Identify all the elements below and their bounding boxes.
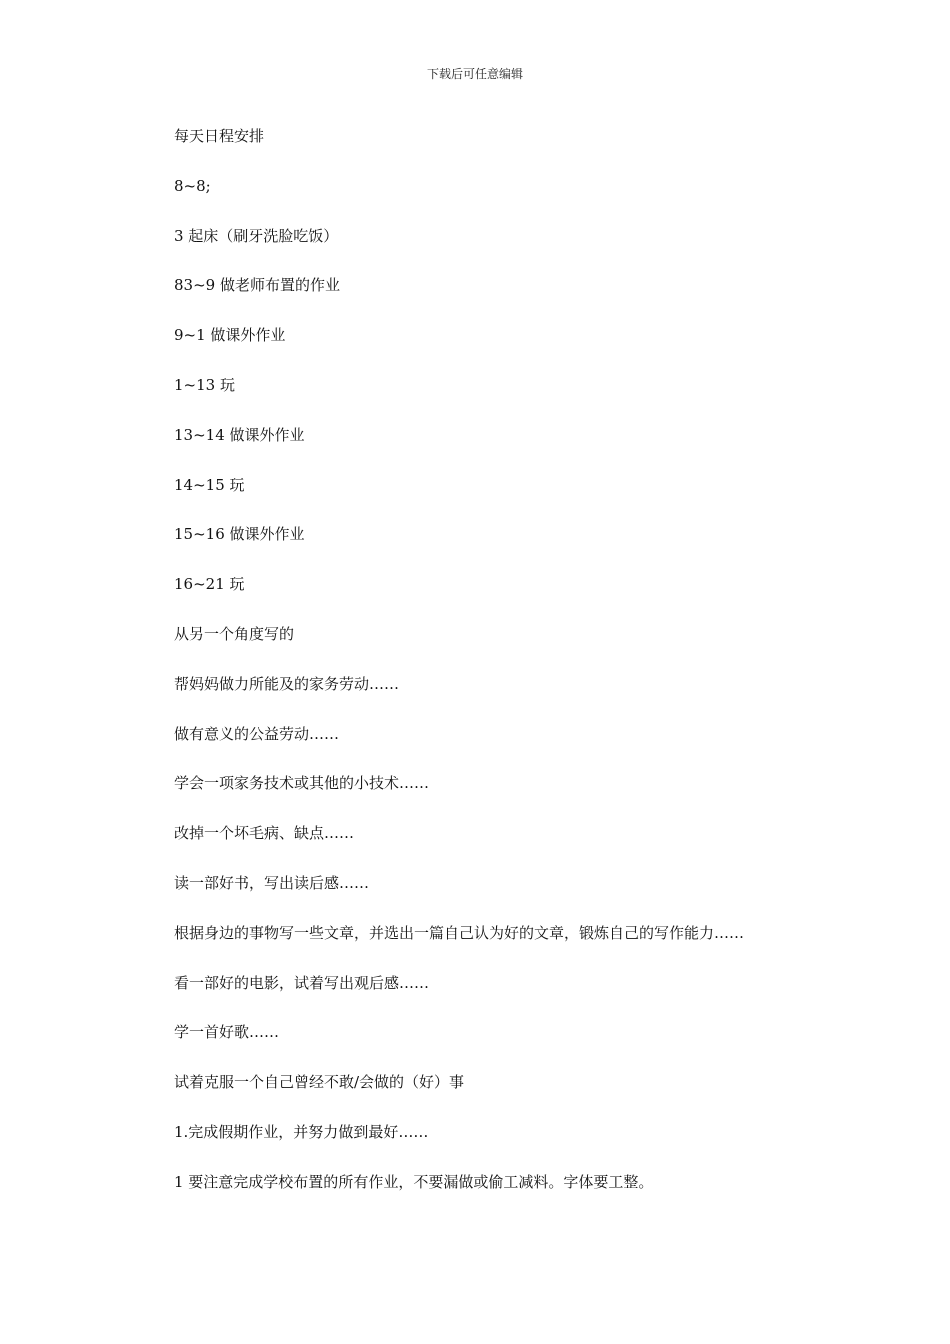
list-item: 学一首好歌……: [174, 1023, 280, 1042]
schedule-item: 13~14 做课外作业: [174, 425, 305, 444]
schedule-item: 83~9 做老师布置的作业: [174, 276, 340, 295]
schedule-item: 16~21 玩: [174, 575, 245, 594]
schedule-item: 14~15 玩: [174, 475, 245, 494]
section-heading: 从另一个角度写的: [174, 624, 295, 643]
schedule-item: 1~13 玩: [174, 375, 235, 394]
page-header: 下载后可任意编辑: [426, 67, 523, 81]
heading-daily-schedule: 每天日程安排: [174, 127, 265, 145]
schedule-item: 8~8;: [174, 176, 211, 195]
list-item: 学会一项家务技术或其他的小技术……: [174, 774, 430, 793]
list-item: 根据身边的事物写一些文章，并选出一篇自己认为好的文章，锻炼自己的写作能力……: [174, 923, 745, 942]
list-item: 1.完成假期作业，并努力做到最好……: [174, 1122, 429, 1141]
schedule-item: 9~1 做课外作业: [174, 326, 286, 345]
list-item: 改掉一个坏毛病、缺点……: [174, 824, 355, 843]
document-body: [174, 124, 874, 1220]
schedule-item: 15~16 做课外作业: [174, 525, 305, 544]
list-item: 试着克服一个自己曾经不敢/会做的（好）事: [174, 1073, 465, 1092]
list-item: 读一部好书，写出读后感……: [174, 873, 370, 892]
list-item: 做有意义的公益劳动……: [174, 724, 340, 743]
list-item: 帮妈妈做力所能及的家务劳动……: [174, 674, 400, 693]
schedule-item: 3 起床（刷牙洗脸吃饭）: [174, 226, 339, 245]
list-item: 看一部好的电影，试着写出观后感……: [174, 973, 430, 992]
list-item: 1 要注意完成学校布置的所有作业，不要漏做或偷工减料。字体要工整。: [174, 1172, 654, 1191]
